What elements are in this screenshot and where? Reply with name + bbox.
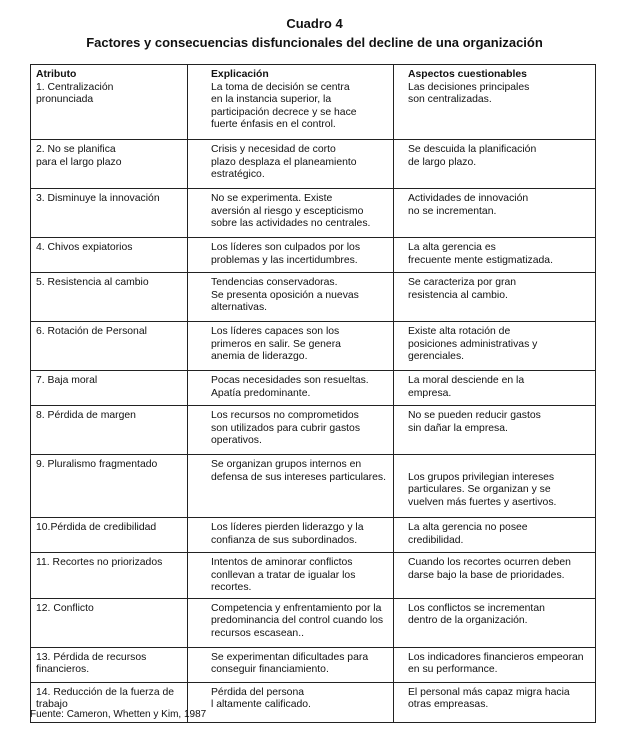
cell-text: 11. Recortes no priorizados	[36, 557, 163, 568]
cell-text: 5. Resistencia al cambio	[36, 277, 149, 288]
cell-text: Los indicadores financieros empeoran en su performance.	[408, 651, 584, 675]
cell-aspectos	[394, 647, 596, 682]
cell-text: Los líderes pierden liderazgo y la confianza de sus subordinados.	[211, 522, 364, 546]
cell-atributo	[31, 455, 188, 518]
cell-explicacion	[188, 406, 394, 455]
cell-atributo	[31, 140, 188, 189]
cell-explicacion	[188, 140, 394, 189]
cell-atributo	[31, 553, 188, 599]
cell-text: 9. Pluralismo fragmentado	[36, 459, 158, 470]
table-row	[31, 322, 596, 371]
table-row	[31, 455, 596, 518]
cell-explicacion	[188, 518, 394, 553]
cell-explicacion	[188, 65, 394, 140]
cell-text: Se descuida la planificación de largo plazo.	[408, 144, 537, 168]
cell-text: 14. Reducción de la fuerza de trabajo	[36, 686, 175, 710]
cell-explicacion	[188, 598, 394, 647]
column-header: Explicación	[211, 69, 269, 80]
cell-aspectos	[394, 682, 596, 722]
table-title: Cuadro 4	[286, 16, 343, 31]
table-row	[31, 647, 596, 682]
cell-aspectos	[394, 140, 596, 189]
cell-text: Se caracteriza por gran resistencia al cambio.	[408, 277, 517, 301]
cell-atributo	[31, 322, 188, 371]
cell-text: Actividades de innovación no se incrementan.	[408, 193, 529, 217]
cell-atributo	[31, 518, 188, 553]
column-header: Aspectos cuestionables	[408, 69, 527, 80]
cell-text: La moral desciende en la empresa.	[408, 375, 525, 399]
cell-text: Pocas necesidades son resueltas. Apatía predominante.	[211, 375, 369, 399]
table-row	[31, 65, 596, 140]
cell-text: 8. Pérdida de margen	[36, 410, 136, 421]
cell-text: Intentos de aminorar conflictos conllevan a tratar de igualar los recortes.	[211, 557, 356, 593]
cell-explicacion	[188, 238, 394, 273]
table-row	[31, 406, 596, 455]
cell-explicacion	[188, 647, 394, 682]
cell-text: Los grupos privilegian intereses particulares. Se organizan y se vuelven más fuertes y asertivos.	[408, 471, 557, 508]
cell-text: No se experimenta. Existe aversión al riesgo y escepticismo sobre las actividades no centrales.	[211, 193, 371, 229]
cell-text: Se experimentan dificultades para conseguir financiamiento.	[211, 651, 369, 675]
cell-text: 6. Rotación de Personal	[36, 326, 147, 337]
cell-aspectos	[394, 598, 596, 647]
cell-atributo	[31, 189, 188, 238]
cell-text: Cuando los recortes ocurren deben darse bajo la base de prioridades.	[408, 557, 571, 581]
cell-explicacion	[188, 371, 394, 406]
cell-text: El personal más capaz migra hacia otras empreasas.	[408, 686, 570, 710]
cell-text: 10.Pérdida de credibilidad	[36, 522, 157, 533]
cell-text: Pérdida del persona l altamente calificado.	[211, 686, 311, 710]
cell-aspectos	[394, 322, 596, 371]
cell-text: 12. Conflicto	[36, 602, 94, 614]
cell-explicacion	[188, 189, 394, 238]
table-row	[31, 140, 596, 189]
cell-text: 2. No se planifica para el largo plazo	[36, 144, 122, 168]
cell-text: Los líderes son culpados por los problemas y las incertidumbres.	[211, 242, 361, 266]
source-footnote: Fuente: Cameron, Whetten y Kim, 1987	[30, 709, 207, 720]
cell-aspectos	[394, 273, 596, 322]
table-subtitle: Factores y consecuencias disfuncionales del decline de una organización	[86, 35, 543, 50]
cell-text: 4. Chivos expiatorios	[36, 242, 133, 253]
cell-text: La alta gerencia no posee credibilidad.	[408, 522, 528, 546]
cell-text: Tendencias conservadoras. Se presenta oposición a nuevas alternativas.	[211, 277, 359, 313]
cell-text: La alta gerencia es frecuente mente estigmatizada.	[408, 242, 553, 266]
cell-aspectos	[394, 553, 596, 599]
cell-atributo	[31, 406, 188, 455]
table-row	[31, 553, 596, 599]
cell-aspectos	[394, 65, 596, 140]
cell-explicacion	[188, 273, 394, 322]
cell-atributo	[31, 273, 188, 322]
table-row	[31, 273, 596, 322]
cell-text: Competencia y enfrentamiento por la predominancia del control cuando los recursos escasean..	[211, 602, 384, 639]
cell-explicacion	[188, 455, 394, 518]
cell-atributo	[31, 65, 188, 140]
column-header: Atributo	[36, 69, 77, 80]
cell-aspectos	[394, 455, 596, 518]
cell-aspectos	[394, 518, 596, 553]
factors-table	[30, 64, 596, 723]
cell-aspectos	[394, 238, 596, 273]
cell-explicacion	[188, 553, 394, 599]
cell-aspectos	[394, 406, 596, 455]
cell-text: Las decisiones principales son centralizadas.	[408, 81, 530, 105]
cell-text: Se organizan grupos internos en defensa de sus intereses particulares.	[211, 459, 387, 483]
cell-aspectos	[394, 189, 596, 238]
cell-text: Existe alta rotación de posiciones administrativas y gerenciales.	[408, 326, 538, 362]
table-row	[31, 598, 596, 647]
cell-text: Los conflictos se incrementan dentro de la organización.	[408, 602, 545, 626]
table-row	[31, 238, 596, 273]
table-row	[31, 371, 596, 406]
cell-text: La toma de decisión se centra en la instancia superior, la participación decrece y se hace fuerte énfasis en el control.	[211, 81, 357, 130]
cell-text: 13. Pérdida de recursos financieros.	[36, 651, 147, 675]
factors-table-body	[31, 65, 596, 723]
cell-text: 1. Centralización pronunciada	[36, 81, 114, 105]
cell-text: Los líderes capaces son los primeros en salir. Se genera anemia de liderazgo.	[211, 326, 341, 362]
cell-text: 3. Disminuye la innovación	[36, 193, 160, 204]
cell-aspectos	[394, 371, 596, 406]
table-row	[31, 189, 596, 238]
table-row	[31, 518, 596, 553]
cell-atributo	[31, 371, 188, 406]
cell-atributo	[31, 238, 188, 273]
cell-text: Los recursos no comprometidos son utilizados para cubrir gastos operativos.	[211, 410, 361, 446]
cell-text: Crisis y necesidad de corto plazo desplaza el planeamiento estratégico.	[211, 144, 357, 180]
cell-text: 7. Baja moral	[36, 375, 98, 386]
cell-explicacion	[188, 682, 394, 722]
cell-atributo	[31, 598, 188, 647]
cell-explicacion	[188, 322, 394, 371]
cell-text: No se pueden reducir gastos sin dañar la empresa.	[408, 410, 541, 434]
cell-atributo	[31, 647, 188, 682]
